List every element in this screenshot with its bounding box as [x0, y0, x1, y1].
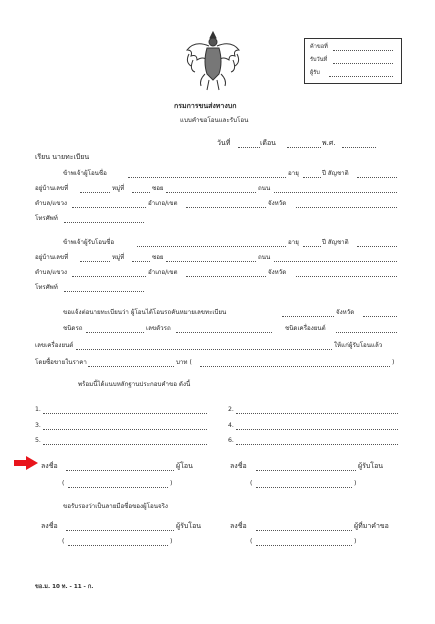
sign2-transferee-role: ผู้รับโอน	[176, 522, 202, 530]
sign1-transferee-label: ลงชื่อ	[230, 462, 247, 470]
doc-item-3-num: 3.	[35, 422, 41, 429]
box-receiver-label: ผู้รับ	[310, 70, 320, 76]
sign2-official-open-paren: (	[250, 538, 253, 545]
sign1-transferee-role: ผู้รับโอน	[358, 462, 384, 470]
transferor-amphoe-label: อำเภอ/เขต	[148, 200, 178, 207]
transferor-age-field[interactable]	[303, 177, 321, 178]
box-request-field[interactable]	[333, 50, 393, 51]
transferee-age-label: อายุ	[288, 239, 299, 246]
transferor-tambon-field[interactable]	[72, 207, 146, 208]
vehicle-engine-type-label: ชนิดเครื่องยนต์	[285, 325, 326, 332]
transferor-moo-field[interactable]	[132, 192, 150, 193]
red-arrow-icon	[14, 456, 38, 470]
vehicle-given-label: ให้แก่ผู้รับโอนแล้ว	[334, 342, 383, 349]
doc-item-5-num: 5.	[35, 437, 41, 444]
date-year-label: พ.ศ.	[322, 139, 336, 147]
sign1-transferee-close-paren: )	[354, 480, 357, 487]
sign1-transferor-open-paren: (	[62, 480, 65, 487]
transferor-amphoe-field[interactable]	[186, 207, 266, 208]
doc-item-3-field[interactable]	[43, 429, 207, 430]
date-year-field[interactable]	[342, 147, 376, 148]
doc-item-2-field[interactable]	[236, 413, 398, 414]
sign2-official-field[interactable]	[256, 530, 352, 531]
sign2-transferee-close-paren: )	[170, 538, 173, 545]
transferor-phone-label: โทรศัพท์	[35, 215, 58, 222]
transferee-age-field[interactable]	[303, 246, 321, 247]
vehicle-intro-label: ขอแจ้งต่อนายทะเบียนว่า ผู้โอนได้โอนรถคันหมายเลขทะเบียน	[63, 309, 227, 316]
doc-item-6-num: 6.	[228, 437, 234, 444]
transferee-amphoe-label: อำเภอ/เขต	[148, 269, 178, 276]
sign2-transferee-field[interactable]	[66, 530, 174, 531]
sign1-transferee-field[interactable]	[256, 470, 356, 471]
transferor-province-label: จังหวัด	[268, 200, 287, 207]
vehicle-baht-label: บาท (	[176, 359, 192, 366]
transferor-nationality-field[interactable]	[357, 177, 397, 178]
receipt-box	[304, 38, 402, 84]
doc-item-2-num: 2.	[228, 406, 234, 413]
doc-item-1-num: 1.	[35, 406, 41, 413]
transferee-house-field[interactable]	[80, 261, 110, 262]
form-subtitle: แบบคำขอโอนและรับโอน	[180, 117, 249, 124]
transferee-soi-label: ซอย	[152, 254, 164, 261]
transferee-road-field[interactable]	[274, 261, 397, 262]
transferor-name-field[interactable]	[128, 177, 286, 178]
salutation: เรียน นายทะเบียน	[35, 153, 90, 161]
vehicle-price-words-field[interactable]	[200, 366, 390, 367]
transferor-age-label: อายุ	[288, 170, 299, 177]
sign2-transferee-printed-field[interactable]	[68, 545, 168, 546]
sign2-official-printed-field[interactable]	[256, 545, 352, 546]
transferee-soi-field[interactable]	[166, 261, 256, 262]
garuda-emblem-icon	[183, 26, 243, 96]
sign2-transferee-open-paren: (	[62, 538, 65, 545]
transferor-name-label: ข้าพเจ้าผู้โอนชื่อ	[63, 170, 107, 177]
sign1-transferor-label: ลงชื่อ	[41, 462, 58, 470]
transferee-tambon-field[interactable]	[72, 276, 146, 277]
vehicle-province-label: จังหวัด	[336, 309, 355, 316]
vehicle-chassis-label: เลขตัวรถ	[146, 325, 171, 332]
docs-intro: พร้อมนี้ได้แนบหลักฐานประกอบคำขอ ดังนี้	[78, 381, 191, 388]
vehicle-engine-type-field[interactable]	[336, 332, 397, 333]
transferor-moo-label: หมู่ที่	[112, 185, 125, 192]
box-request-label: ค้าขอที่	[310, 44, 328, 50]
vehicle-type-label: ชนิดรถ	[63, 325, 83, 332]
transferor-nationality-label: ปี สัญชาติ	[322, 170, 349, 177]
transferee-name-field[interactable]	[137, 246, 286, 247]
transferee-province-label: จังหวัด	[268, 269, 287, 276]
form-code: ขอ.ม. 10 ท. - 11 - ก.	[35, 584, 94, 590]
transferee-nationality-field[interactable]	[357, 246, 397, 247]
vehicle-close-paren: )	[392, 359, 395, 366]
vehicle-price-field[interactable]	[88, 366, 174, 367]
vehicle-chassis-field[interactable]	[176, 332, 272, 333]
sign1-transferee-printed-field[interactable]	[256, 487, 352, 488]
certify-text: ขอรับรองว่าเป็นลายมือชื่อของผู้โอนจริง	[63, 503, 168, 510]
sign1-transferor-field[interactable]	[66, 470, 174, 471]
sign1-transferor-printed-field[interactable]	[68, 487, 168, 488]
transferee-moo-field[interactable]	[132, 261, 150, 262]
vehicle-province-field[interactable]	[363, 316, 397, 317]
sign2-official-label: ลงชื่อ	[230, 522, 247, 530]
transferee-amphoe-field[interactable]	[186, 276, 266, 277]
transferor-soi-field[interactable]	[166, 192, 256, 193]
transferee-moo-label: หมู่ที่	[112, 254, 125, 261]
doc-item-4-field[interactable]	[236, 429, 398, 430]
form-title: กรมการขนส่งทางบก	[174, 102, 237, 110]
doc-item-6-field[interactable]	[236, 444, 398, 445]
transferee-nationality-label: ปี สัญชาติ	[322, 239, 349, 246]
box-receiver-field[interactable]	[329, 76, 393, 77]
transferor-road-field[interactable]	[274, 192, 397, 193]
sign1-transferee-open-paren: (	[250, 480, 253, 487]
transferor-house-label: อยู่บ้านเลขที่	[35, 185, 69, 192]
doc-item-5-field[interactable]	[43, 444, 207, 445]
date-day-label: วันที่	[217, 139, 231, 147]
vehicle-plate-field[interactable]	[282, 316, 334, 317]
transferor-phone-field[interactable]	[64, 222, 144, 223]
vehicle-engine-no-label: เลขเครื่องยนต์	[35, 342, 74, 349]
box-date-field[interactable]	[333, 63, 393, 64]
sign2-official-role: ผู้ที่มาคำขอ	[354, 522, 389, 530]
vehicle-type-field[interactable]	[86, 332, 144, 333]
date-day-field[interactable]	[238, 147, 260, 148]
transferee-tambon-label: ตำบล/แขวง	[35, 269, 68, 276]
transferee-phone-field[interactable]	[64, 291, 144, 292]
box-date-label: รับวันที่	[310, 57, 328, 63]
sign2-transferee-label: ลงชื่อ	[41, 522, 58, 530]
doc-item-4-num: 4.	[228, 422, 234, 429]
sign1-transferor-role: ผู้โอน	[176, 462, 193, 470]
vehicle-engine-no-field[interactable]	[76, 349, 332, 350]
date-month-label: เดือน	[260, 139, 276, 147]
vehicle-price-label: โดยซื้อขายในราคา	[35, 359, 87, 366]
transferee-name-label: ข้าพเจ้าผู้รับโอนชื่อ	[63, 239, 115, 246]
transferee-house-label: อยู่บ้านเลขที่	[35, 254, 69, 261]
doc-item-1-field[interactable]	[43, 413, 207, 414]
date-month-field[interactable]	[287, 147, 321, 148]
sign1-transferor-close-paren: )	[170, 480, 173, 487]
transferee-phone-label: โทรศัพท์	[35, 284, 58, 291]
transferor-road-label: ถนน	[258, 185, 271, 192]
transferee-road-label: ถนน	[258, 254, 271, 261]
transferor-house-field[interactable]	[80, 192, 110, 193]
transferee-province-field[interactable]	[296, 276, 397, 277]
transferor-province-field[interactable]	[296, 207, 397, 208]
sign2-official-close-paren: )	[354, 538, 357, 545]
transferor-tambon-label: ตำบล/แขวง	[35, 200, 68, 207]
transferor-soi-label: ซอย	[152, 185, 164, 192]
